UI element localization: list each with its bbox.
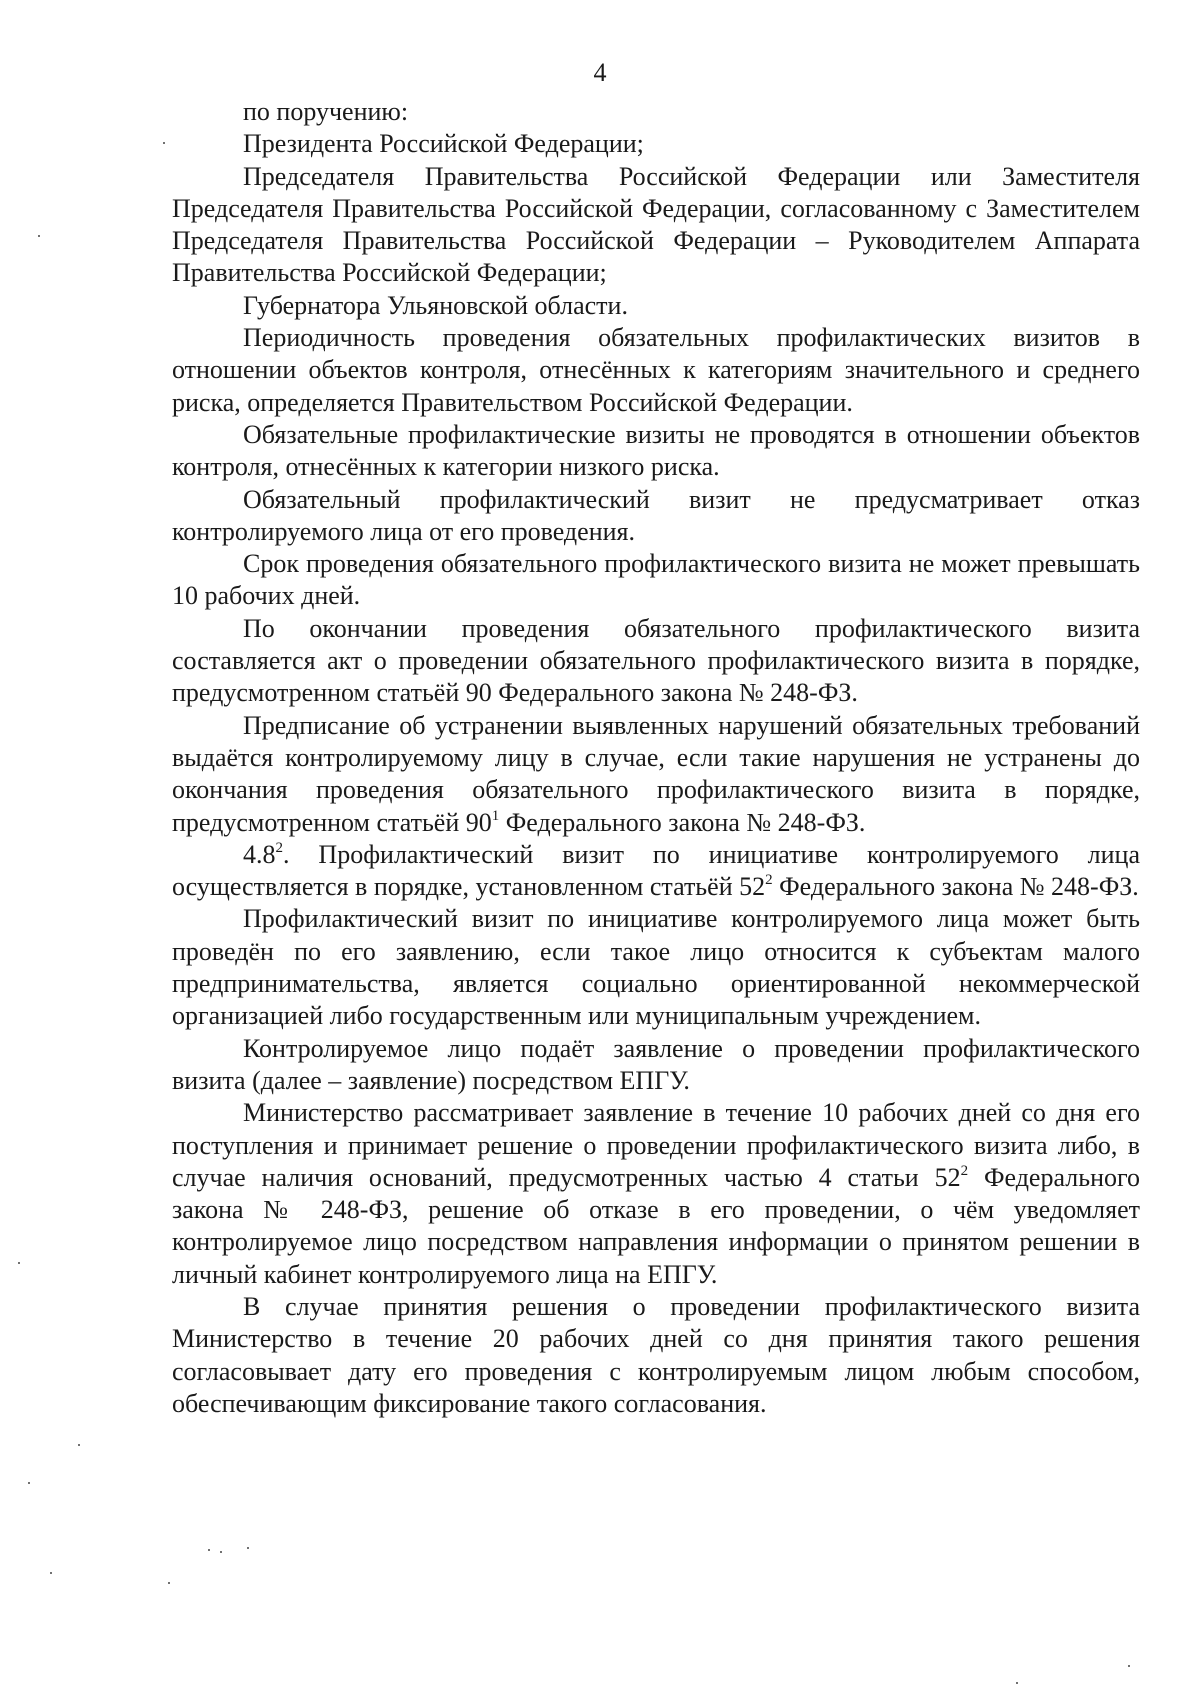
paragraph-periodicity: Периодичность проведения обязательных профилактических визитов в отношении объектов контроля, отнесённых к категориям значительного и среднего риска, определяется Правительством Российской Федерации. [172,323,1140,417]
paragraph-no-refusal: Обязательный профилактический визит не предусматривает отказ контролируемого лица от его проведения. [172,484,1140,546]
scan-speck [208,1549,210,1551]
clause-number-superscript: 2 [275,839,283,856]
ministry-superscript: 2 [960,1162,969,1179]
scan-speck [220,1551,222,1553]
clause-text: . Профилактический визит по инициативе контролируемого лица осуществляется в порядке, установленном статьёй 52 [172,839,1140,902]
paragraph-date-agreement: В случае принятия решения о проведении профилактического визита Министерство в течение 20 рабочих дней со дня принятия такого решения согласовывает дату его проведения с контролируемым лицом любым способом, обеспечивающим фиксирование такого согласования. [172,1291,1140,1418]
scan-speck [38,235,40,237]
clause-text-end: Федерального закона № 248-ФЗ. [772,872,1139,902]
scan-speck [247,1547,249,1549]
scan-speck [18,1262,20,1264]
scan-speck [78,1444,80,1446]
document-body [172,96,1140,1420]
paragraph-application: Контролируемое лицо подаёт заявление о проведении профилактического визита (далее – заявление) посредством ЕПГУ. [172,1033,1140,1095]
paragraph-president: Президента Российской Федерации; [243,129,644,159]
prescription-text: Предписание об устранении выявленных нарушений обязательных требований выдаётся контролируемому лицу в случае, если такие нарушения не устранены до окончания проведения обязательного профилактического визита в порядке, предусмотренном статьёй 90 [172,710,1140,837]
scan-speck [50,1572,52,1574]
paragraph-visit-by-request: Профилактический визит по инициативе контролируемого лица может быть проведён по его заявлению, если такое лицо относится к субъектам малого предпринимательства, является социально ориентированной некоммерческой организацией либо государственным или муниципальным учреждением. [172,904,1140,1031]
page-number: 4 [593,58,607,87]
prescription-text-end: Федерального закона № 248-ФЗ. [499,807,866,837]
scan-speck [1128,1665,1130,1667]
scan-speck [28,1482,30,1484]
prescription-superscript: 1 [491,807,500,824]
paragraph-4-8-2 [172,839,1140,904]
paragraph-prescription [172,710,1140,839]
paragraph-ministry-review [172,1097,1140,1291]
paragraph-low-risk: Обязательные профилактические визиты не проводятся в отношении объектов контроля, отнесённых к категории низкого риска. [172,419,1140,482]
ministry-text-end: Федерального закона № 248-ФЗ, решение об отказе в его проведении, о чём уведомляет контролируемое лицо посредством направления информации о принятом решении в личный кабинет контролируемого лица на ЕПГУ. [172,1162,1140,1289]
paragraph-governor: Губернатора Ульяновской области. [243,290,628,320]
paragraph-by-instruction: по поручению: [243,97,409,126]
scan-speck [1016,1682,1018,1684]
scan-speck [168,1582,170,1584]
paragraph-duration: Срок проведения обязательного профилактического визита не может превышать 10 рабочих дней. [172,549,1140,611]
clause-number: 4.8 [243,839,276,869]
paragraph-act: По окончании проведения обязательного профилактического визита составляется акт о проведении обязательного профилактического визита в порядке, предусмотренном статьёй 90 Федерального закона № 248-ФЗ. [172,613,1140,708]
scan-speck [163,142,165,144]
article-superscript: 2 [765,872,773,889]
ministry-text: Министерство рассматривает заявление в течение 10 рабочих дней со дня его поступления и принимает решение о проведении профилактического визита либо, в случае наличия оснований, предусмотренных частью 4 статьи 52 [172,1098,1140,1192]
paragraph-government-chair: Председателя Правительства Российской Федерации или Заместителя Председателя Правительства Российской Федерации, согласованному с Заместителем Председателя Правительства Российской Федерации – Руководителем Аппарата Правительства Российской Федерации; [172,161,1140,288]
